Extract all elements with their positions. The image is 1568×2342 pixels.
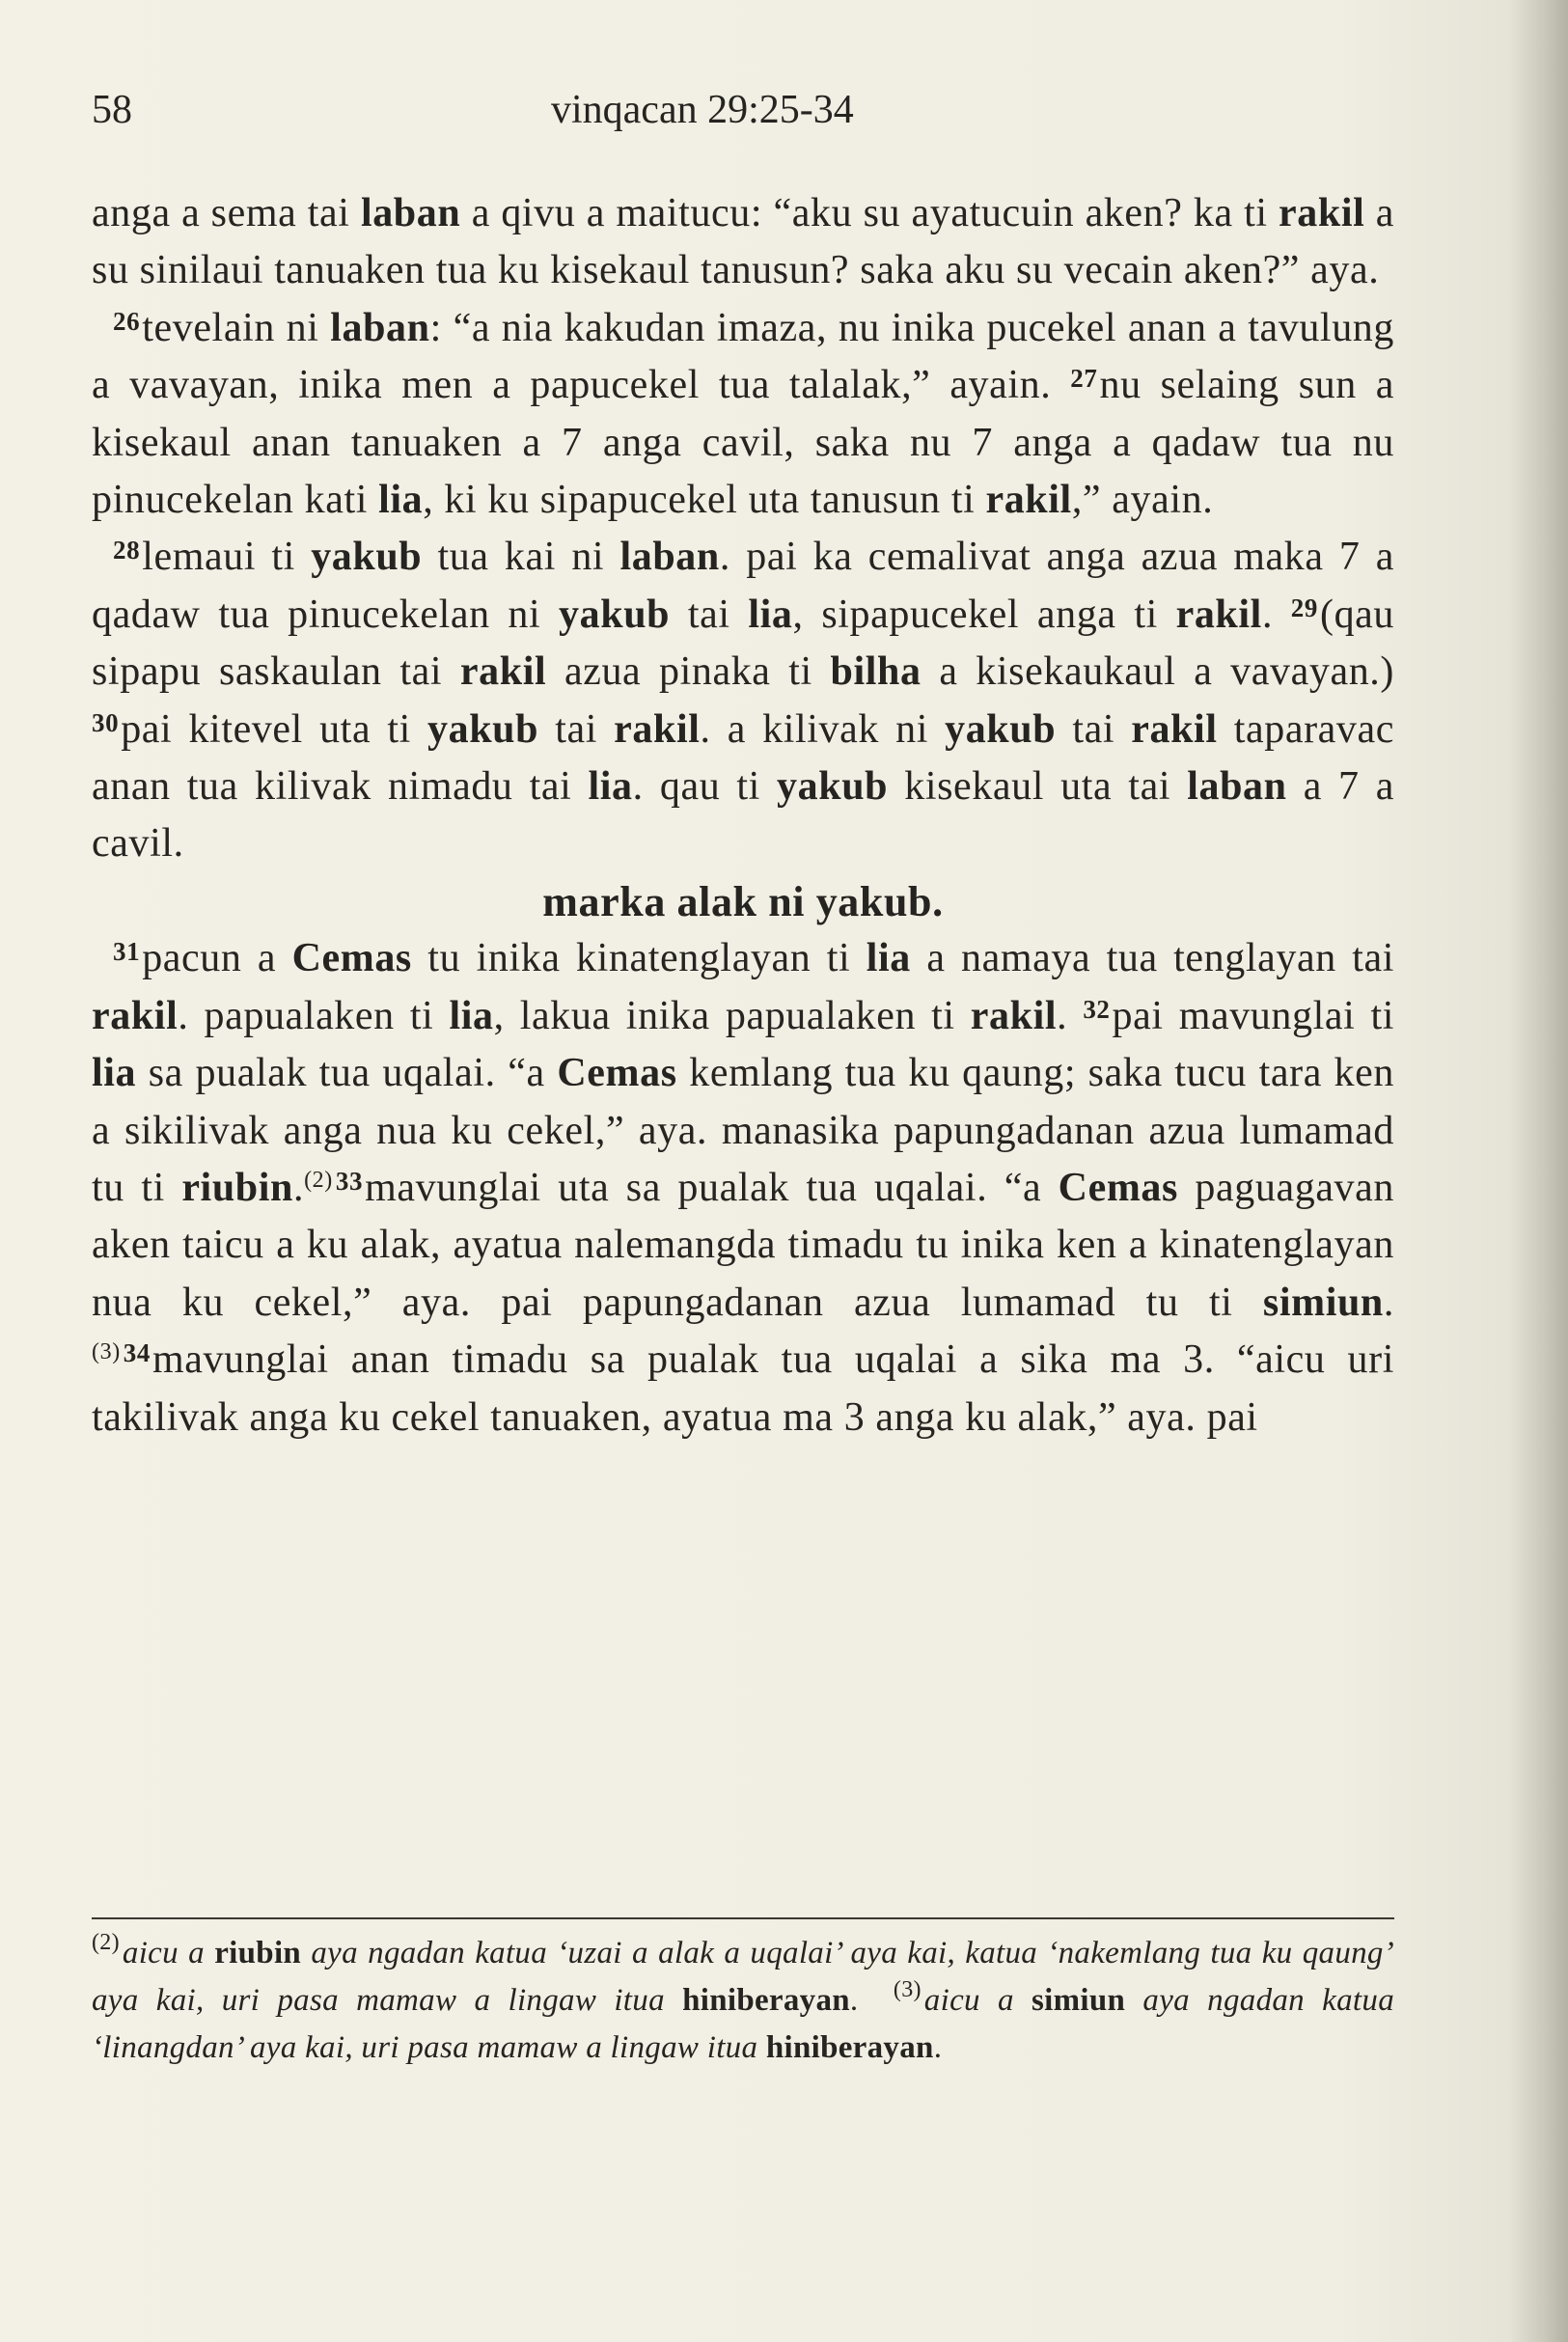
footnote-rule: [92, 1917, 1394, 1919]
verse-number: 30: [92, 707, 120, 737]
section-heading: marka alak ni yakub.: [542, 877, 944, 925]
paragraph-verse-28: $^{28}$lemaui ti yakub tua kai ni laban. pai ka cemalivat anga azua maka 7 a qadaw tua pinucekelan ni yakub tai lia, sipapucekel anga ti rakil. $^{29}$(qau sipapu saskaulan tai rakil azua pinaka ti bilha a kisekaukaul a vavayan.) $^{30}$pai kitevel uta ti yakub tai rakil. a kilivak ni yakub tai rakil taparavac anan tua kilivak nimadu tai lia. qau ti yakub kisekaul uta tai laban a 7 a cavil.: [92, 535, 1395, 867]
paragraph-verse-26: $^{26}$tevelain ni laban: “a nia kakudan imaza, nu inika pucekel anan a tavulung a vavayan, inika men a papucekel tua talalak,” ayain. $^{27}$nu selaing sun a kisekaul anan tanuaken a 7 anga cavil, saka nu 7 anga a qadaw tua nu pinucekelan kati lia, ki ku sipapucekel uta tanusun ti rakil,” ayain.: [92, 305, 1394, 523]
footnotes: [92, 1930, 1394, 2072]
footnote-marker: (2): [92, 1930, 120, 1955]
running-head: vinqacan 29:25-34: [551, 88, 854, 132]
verse-number: 27: [1070, 364, 1098, 394]
footnote-marker[interactable]: (3): [92, 1339, 121, 1365]
verse-number: 29: [1290, 592, 1318, 622]
verse-number: 32: [1083, 994, 1111, 1024]
verse-number: 28: [113, 536, 141, 565]
verse-number: 26: [113, 306, 141, 336]
footnote-marker: (3): [893, 1977, 922, 2002]
footnote-text: $^{(2)}$aicu a riubin aya ngadan katua ‘uzai a alak a uqalai’ aya kai, katua ‘nakemlang tua ku qaung’ aya kai, uri pasa mamaw a lingaw itua hiniberayan. $^{(3)}$aicu a simiun aya ngadan katua ‘linangdan’ aya kai, uri pasa mamaw a lingaw itua hiniberayan.: [92, 1930, 1395, 2065]
page-number: 58: [92, 88, 132, 132]
main-text: [92, 185, 1394, 1447]
page-gutter-shadow: [1510, 0, 1568, 2342]
verse-number: 33: [335, 1166, 364, 1196]
footnote-marker[interactable]: (2): [304, 1167, 333, 1193]
page-header: [92, 87, 1394, 145]
verse-number: 34: [123, 1338, 151, 1368]
verse-number: 31: [113, 937, 141, 967]
paragraph-continuation: anga a sema tai laban a qivu a maitucu: “aku su ayatucuin aken? ka ti rakil a su sinilaui tanuaken tua ku kisekaul tanusun? saka aku su vecain aken?” aya.: [92, 191, 1394, 293]
paragraph-verse-31: $^{31}$pacun a Cemas tu inika kinatenglayan ti lia a namaya tua tenglayan tai rakil. papualaken ti lia, lakua inika papualaken ti rakil. $^{32}$pai mavunglai ti lia sa pualak tua uqalai. “a Cemas kemlang tua ku qaung; saka tucu tara ken a sikilivak anga nua ku cekel,” aya. manasika papungadanan azua lumamad tu ti riubin.$^{(2)}$ $^{33}$mavunglai uta sa pualak tua uqalai. “a Cemas paguagavan aken taicu a ku alak, ayatua nalemangda timadu tu inika ken a kinatenglayan nua ku cekel,” aya. pai papungadanan azua lumamad tu ti simiun.$^{(3)}$ $^{34}$mavunglai anan timadu sa pualak tua uqalai a sika ma 3. “aicu uri takilivak anga ku cekel tanuaken, ayatua ma 3 anga ku alak,” aya. pai: [92, 936, 1395, 1440]
